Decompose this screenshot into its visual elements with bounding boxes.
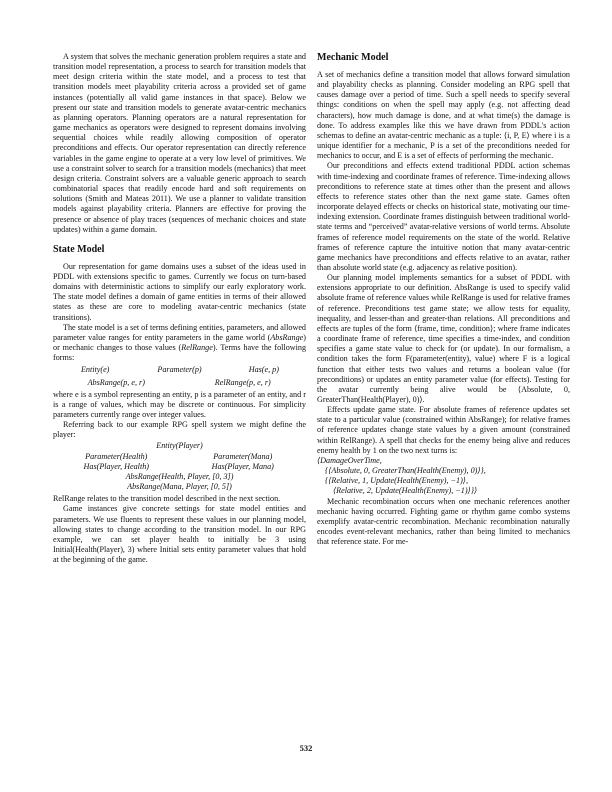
mechanic-model-paragraph-2: Our preconditions and effects extend traditional PDDL action schemas with time-indexing and coordinate frames of reference. Time-indexing allows preconditions to reference state at times other than the present and allows effects to reference states other than the next game state. Games often incorporate delayed effects or checks on historical state, motivating our time-indexing extension. Coordinate frames distinguish between traditional world-state terms and “perceived” avatar-relative versions of world terms. Absolute frames of reference model requirements on the state of the world. Relative frames of reference capture the intuitive notion that many avatar-centric game mechanics have preconditions and effects relative to an avatar, rather than absolute world state (e.g. adjacency as relative position). xyxy=(317,161,570,272)
mechanic-model-paragraph-1: A set of mechanics define a transition model that allows forward simulation and playability checks as planning. Consider modeling an RPG spell that causes damage over a period of time. Such a spell needs to specify several things: conditions on when the spell may apply (e.g. not affecting dead characters), how much damage is done, and at what time(s) the damage is done. To address examples like this we have drawn from PDDL's action schemas to define an avatar-centric mechanic as a tuple: ⟨i, P, E⟩ where i is a unique identifier for a mechanic, P is a set of the preconditions needed for mechanics to occur, and E is a set of effects of performing the mechanic. xyxy=(317,70,570,161)
term-forms-row-1: Entity(e) Parameter(p) Has(e, p) xyxy=(80,365,279,375)
mechanic-model-paragraph-3: Our planning model implements semantics for a subset of PDDL with extensions appropriate to our definition. AbsRange is used to specify valid absolute frame of reference values while RelRange is used for relative frames of reference. Preconditions test game state; we allow tests for equality, inequality, and lesser-than and greater-than relations. All preconditions and effects are tuples of the form ⟨frame, time, condition⟩; where frame indicates a coordinate frame of reference, time specifies a time-index, and condition specifies a game state value to check for (or update). In our formalism, a condition takes the form F(parameter(entity), value) where F is a logical function that either tests two values and returns a boolean value (for preconditions) or updates an entity parameter value (for effects). Testing for the avatar currently being alive would be ⟨Absolute, 0, GreaterThan(Health(Player), 0)⟩. xyxy=(317,273,570,404)
player-definition: Entity(Player) Parameter(Health) Parameter(Mana) Has(Player, Health) Has(Player, Mana) AbsRange(Health, Player, [0, 3]) AbsRange(Mana, Player, [0, 5]) xyxy=(83,441,274,492)
term-forms-row-2: AbsRange(p, e, r) RelRange(p, e, r) xyxy=(87,377,271,387)
right-column xyxy=(317,52,570,547)
mechanic-model-paragraph-4: Effects update game state. For absolute frames of reference updates set state to a particular value (constrained within AbsRange); for relative frames of reference updates change state values by a given amount (constrained within RelRange). A spell that checks for the enemy being alive and reduces enemy health by 1 on the two next turns is: xyxy=(317,405,570,455)
mechanic-model-heading: Mechanic Model xyxy=(317,52,389,63)
left-column xyxy=(53,52,306,565)
state-model-heading: State Model xyxy=(53,243,105,255)
state-model-paragraph-6: Game instances give concrete settings for state model entities and parameters. We use fluents to represent these values in our planning model, allowing states to change according to the transition model. In our RPG example, we can set player health to initially be 3 using Initial(Health(Player), 3) where Initial sets entity parameter values that hold at the beginning of the game. xyxy=(53,504,306,565)
page-number: 532 xyxy=(299,743,313,753)
state-model-paragraph-1: Our representation for game domains uses a subset of the ideas used in PDDL with extensions specific to games. Currently we focus on turn-based domains with deterministic actions to simplify our early exploratory work. The state model defines a domain of game entities in terms of their allowed states as these are core to modeling avatar-centric mechanics (state transitions). xyxy=(53,261,306,322)
state-model-paragraph-5: RelRange relates to the transition model described in the next section. xyxy=(53,494,281,504)
state-model-paragraph-4: Referring back to our example RPG spell system we might define the player: xyxy=(53,420,306,440)
intro-paragraph: A system that solves the mechanic generation problem requires a state and transition model representation, a process to search for transition models that meet design criteria within the state model, and a process to test that transition models meet playability criteria across a provided set of game instances (potentially all valid game instances in that space). Below we present our state and transition models to generate avatar-centric mechanics as planning operators. Planning operators are a natural representation for game mechanics as operators were designed to represent domains involving sequential choices while readily allowing composition of operator preconditions and effects. Our operator representation can directly reference variables in the game engine to operate at a very low level of primitives. We use a constraint solver to search for a transition models (mechanics) that meet design criteria. Constraint solvers are a valuable generic approach to search combinatorial spaces that readily encode hard and soft requirements on solutions (Smith and Mateas 2011). We use a planner to validate transition models against playability criteria. Planners are effective for proving the presence or absence of play traces (sequences of mechanic choices and state updates) within a game domain. xyxy=(53,52,306,234)
mechanic-model-paragraph-5: Mechanic recombination occurs when one mechanic references another mechanic having occurred. Fighting game or rhythm game combo systems exemplify avatar-centric recombination. Mechanic recombination naturally encodes event-relevant mechanics, rather than being limited to mechanics that reference state. For me- xyxy=(317,496,570,547)
state-model-paragraph-3: where e is a symbol representing an entity, p is a parameter of an entity, and r is a range of values, which may be discrete or continuous. For simplicity parameters currently range over integer values. xyxy=(53,389,306,419)
damage-over-time-example: ⟨DamageOverTime, {⟨Absolute, 0, GreaterThan(Health(Enemy), 0)⟩}, {⟨Relative, 1, Update(Health(Enemy), −1)⟩, ⟨Relative, 2, Update(Health(Enemy), −1)⟩}⟩ xyxy=(317,455,486,496)
state-model-paragraph-2: The state model is a set of terms defining entities, parameters, and allowed parameter value ranges for entity parameters in the game world (AbsRange) or mechanic changes to those values (RelRange). Terms have the following forms: xyxy=(53,322,307,363)
